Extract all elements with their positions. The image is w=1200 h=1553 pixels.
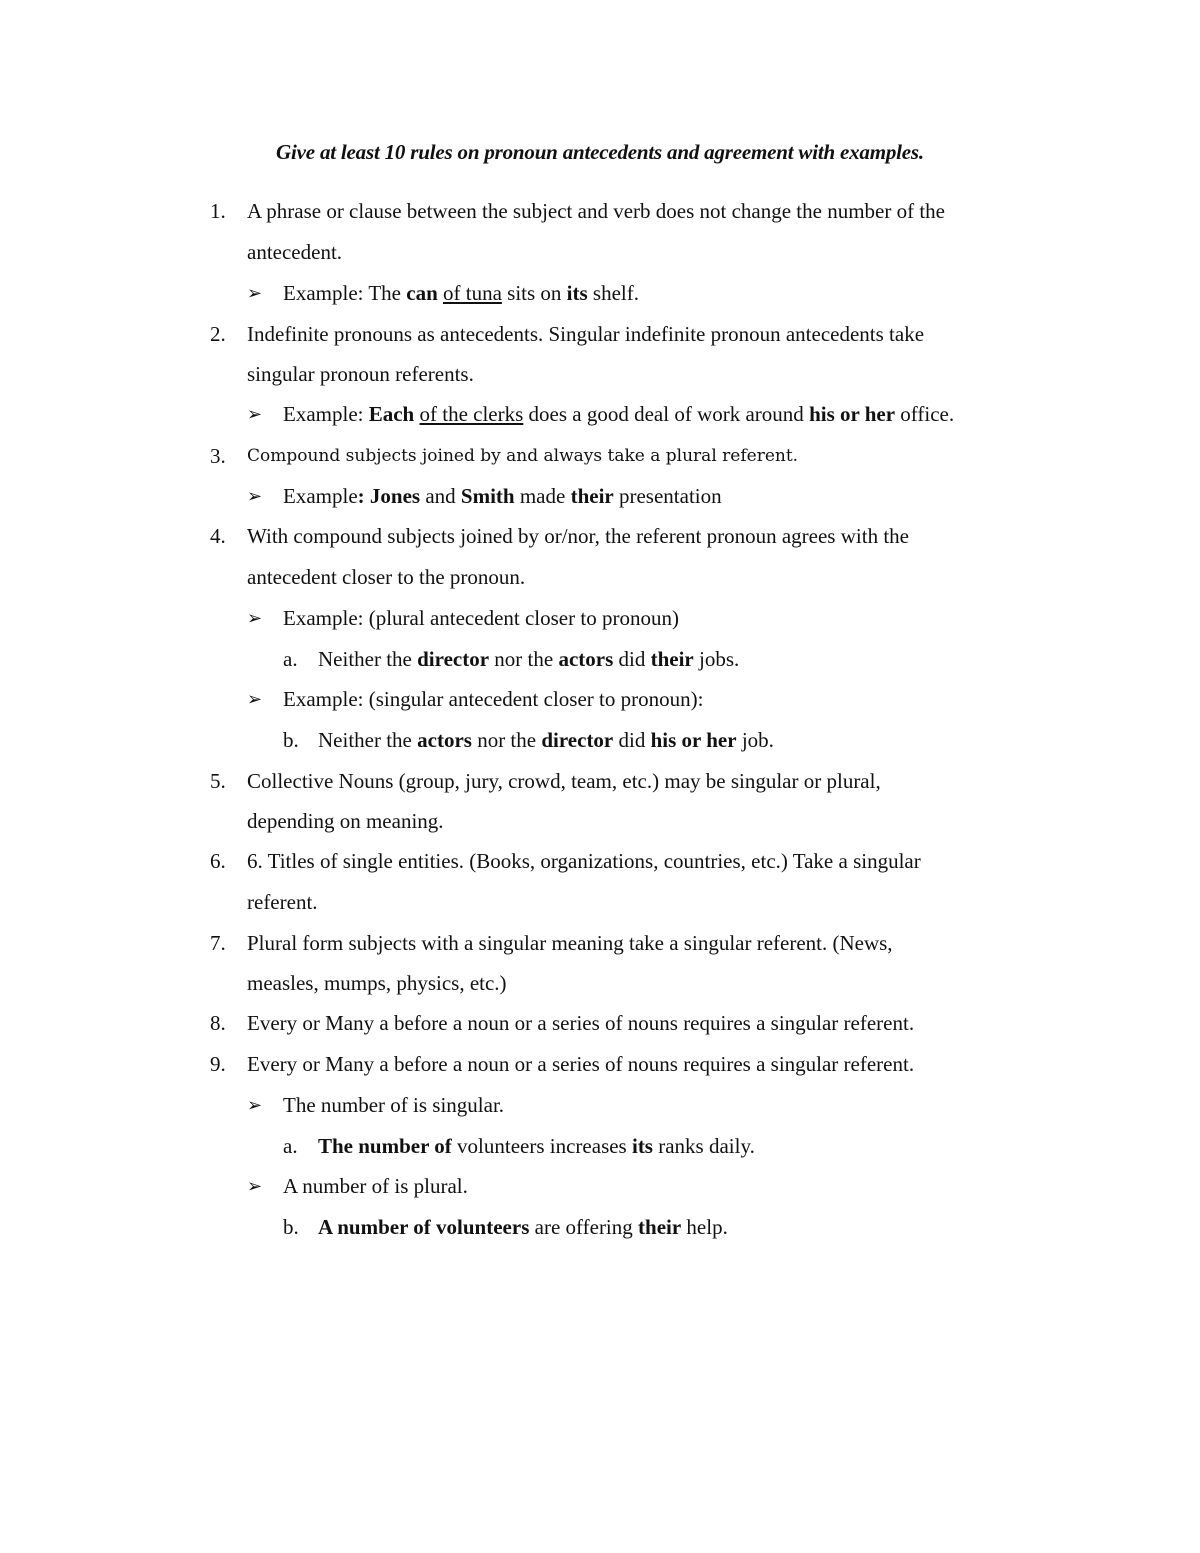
list-number: 9. bbox=[210, 1052, 226, 1076]
rule-9-text: Every or Many a before a noun or a series of nouns requires a singular referent. bbox=[247, 1052, 915, 1076]
rule-4-sub-a: Neither the director nor the actors did their jobs. bbox=[318, 647, 740, 671]
rule-4-example-1: Example: (plural antecedent closer to pronoun) bbox=[283, 606, 679, 630]
sub-list-letter: b. bbox=[283, 728, 299, 752]
arrow-bullet-icon: ➢ bbox=[247, 1095, 263, 1115]
arrow-bullet-icon: ➢ bbox=[247, 486, 263, 506]
rule-9-bullet-2: A number of is plural. bbox=[283, 1174, 468, 1198]
rule-1-text-cont: antecedent. bbox=[247, 240, 343, 264]
list-number: 1. bbox=[210, 199, 226, 223]
arrow-bullet-icon: ➢ bbox=[247, 283, 263, 303]
rule-5-text: Collective Nouns (group, jury, crowd, team, etc.) may be singular or plural, bbox=[247, 769, 881, 793]
page-title: Give at least 10 rules on pronoun antecedents and agreement with examples. bbox=[276, 140, 924, 164]
arrow-bullet-icon: ➢ bbox=[247, 608, 263, 628]
rule-4-sub-b: Neither the actors nor the director did his or her job. bbox=[318, 728, 774, 752]
rule-1-text: A phrase or clause between the subject and verb does not change the number of the bbox=[247, 199, 946, 223]
rule-7-text-cont: measles, mumps, physics, etc.) bbox=[247, 971, 507, 995]
rule-5-text-cont: depending on meaning. bbox=[247, 809, 444, 833]
sub-list-letter: b. bbox=[283, 1215, 299, 1239]
rule-8-text: Every or Many a before a noun or a series of nouns requires a singular referent. bbox=[247, 1011, 915, 1035]
list-number: 6. bbox=[210, 849, 226, 873]
rule-1-example: Example: The can of tuna sits on its shelf. bbox=[283, 281, 639, 305]
rule-7-text: Plural form subjects with a singular meaning take a singular referent. (News, bbox=[247, 931, 893, 955]
arrow-bullet-icon: ➢ bbox=[247, 1176, 263, 1196]
rule-2-example: Example: Each of the clerks does a good deal of work around his or her office. bbox=[283, 402, 955, 426]
rule-9-bullet-1: The number of is singular. bbox=[283, 1093, 505, 1117]
list-number: 5. bbox=[210, 769, 226, 793]
list-number: 7. bbox=[210, 931, 226, 955]
list-number: 3. bbox=[210, 444, 226, 468]
rule-6-text-cont: referent. bbox=[247, 890, 318, 914]
rule-4-text: With compound subjects joined by or/nor, the referent pronoun agrees with the bbox=[247, 524, 909, 548]
sub-list-letter: a. bbox=[283, 1134, 298, 1158]
rule-4-text-cont: antecedent closer to the pronoun. bbox=[247, 565, 526, 589]
rule-9-sub-b: A number of volunteers are offering their help. bbox=[318, 1215, 728, 1239]
list-number: 2. bbox=[210, 322, 226, 346]
rule-9-sub-a: The number of volunteers increases its ranks daily. bbox=[318, 1134, 755, 1158]
rule-3-example: Example: Jones and Smith made their presentation bbox=[283, 484, 722, 508]
sub-list-letter: a. bbox=[283, 647, 298, 671]
arrow-bullet-icon: ➢ bbox=[247, 689, 263, 709]
arrow-bullet-icon: ➢ bbox=[247, 404, 263, 424]
list-number: 4. bbox=[210, 524, 226, 548]
rule-4-example-2: Example: (singular antecedent closer to pronoun): bbox=[283, 687, 704, 711]
rule-6-text: 6. Titles of single entities. (Books, organizations, countries, etc.) Take a singular bbox=[247, 849, 921, 873]
list-number: 8. bbox=[210, 1011, 226, 1035]
rule-2-text: Indefinite pronouns as antecedents. Singular indefinite pronoun antecedents take bbox=[247, 322, 925, 346]
rule-3-text: Compound subjects joined by and always take a plural referent. bbox=[247, 446, 799, 466]
rule-2-text-cont: singular pronoun referents. bbox=[247, 362, 474, 386]
